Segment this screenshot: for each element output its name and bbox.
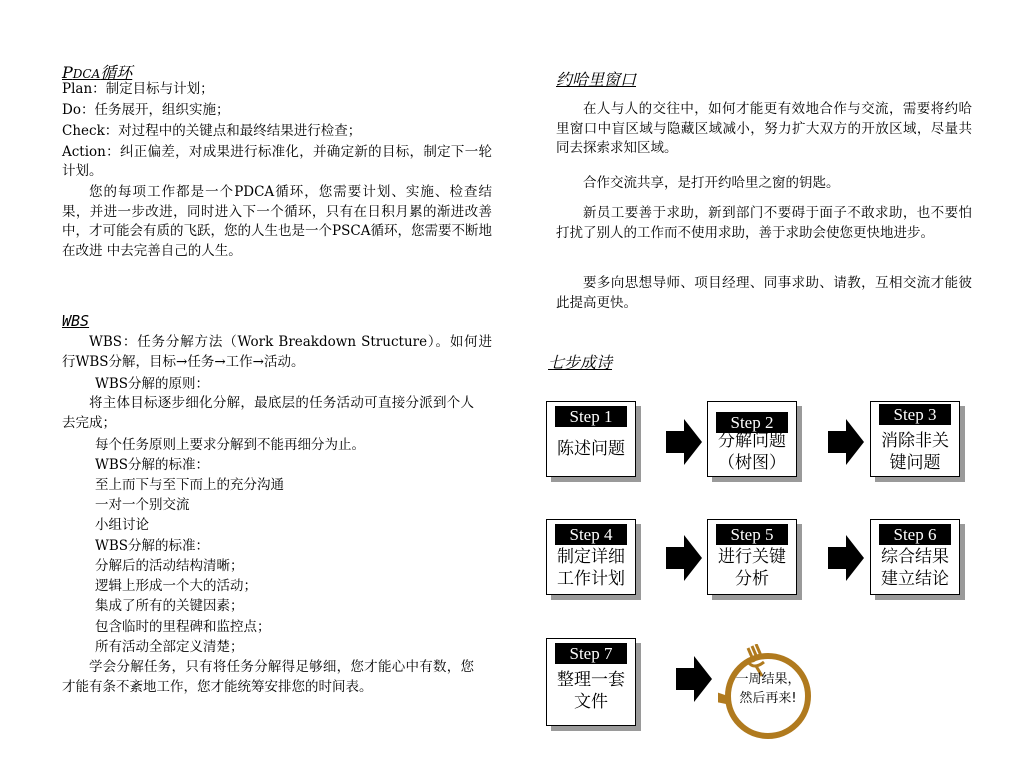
wbs-principle-1: 将主体目标逐步细化分解，最底层的任务活动可直接分派到个人去完成； (62, 395, 474, 431)
step-text: 陈述问题 (557, 439, 625, 459)
step-5-box (707, 519, 797, 595)
wbs-standard-title-2: WBS分解的标准： (95, 538, 210, 554)
wbs-standard-item: 一对一个别交流 (95, 497, 190, 513)
wbs-standard-item: 至上而下与至下而上的充分沟通 (95, 477, 284, 493)
johari-paragraph: 在人与人的交往中，如何才能更有效地合作与交流，需要将约哈里窗口中盲区域与隐藏区域减小，努力扩大双方的开放区域，尽量共同去探索求知区域。 (556, 101, 972, 156)
step-label: Step 7 (555, 643, 627, 664)
wbs-principle-2: 每个任务原则上要求分解到不能再细分为止。 (95, 437, 365, 453)
pdca-title-suffix: 循环 (100, 63, 133, 82)
step-2-box (707, 401, 797, 477)
goal-text: 一周结果，然后再来! (735, 672, 801, 706)
pdca-action: Action：纠正偏差，对成果进行标准化，并确定新的目标，制定下一轮计划。 (62, 144, 492, 179)
pdca-check: Check：对过程中的关键点和最终结果进行检查； (62, 123, 362, 139)
arrow-right-icon (676, 656, 712, 702)
step-3-box (870, 401, 960, 477)
step-label: Step 4 (555, 524, 627, 545)
seven-steps-heading: 七步成诗 (548, 353, 613, 372)
step-label: Step 1 (555, 406, 627, 427)
wbs-standard-item: 逻辑上形成一个大的活动； (95, 578, 257, 594)
pdca-title-sc: DCA (72, 67, 101, 81)
wbs-standard-item: 所有活动全部定义清楚； (95, 639, 244, 655)
step-text: 分解问题（树图） (718, 431, 786, 473)
wbs-standard-item: 小组讨论 (95, 517, 149, 533)
step-label: Step 5 (716, 524, 788, 545)
wbs-closing: 学会分解任务，只有将任务分解得足够细，您才能心中有数，您才能有条不紊地工作，您才能统筹安排您的时间表。 (62, 659, 474, 695)
step-4-box (546, 519, 636, 595)
step-text: 进行关键分析 (718, 547, 786, 589)
johari-paragraph: 要多向思想导师、项目经理、同事求助、请教，互相交流才能彼此提高更快。 (556, 275, 972, 311)
johari-heading: 约哈里窗口 (556, 70, 637, 89)
johari-paragraph: 合作交流共享，是打开约哈里之窗的钥匙。 (583, 175, 840, 191)
arrow-right-icon (666, 535, 702, 581)
wbs-standard-item: 集成了所有的关键因素； (95, 598, 244, 614)
arrow-right-icon (828, 419, 864, 465)
step-text: 综合结果建立结论 (881, 547, 949, 589)
pdca-do: Do：任务展开，组织实施； (62, 102, 230, 118)
wbs-heading: WBS (62, 312, 90, 330)
step-label: Step 3 (879, 404, 951, 425)
arrow-right-icon (828, 535, 864, 581)
wbs-standard-item: 包含临时的里程碑和监控点； (95, 619, 271, 635)
pdca-paragraph: 您的每项工作都是一个PDCA循环，您需要计划、实施、检查结果，并进一步改进，同时进入下一个循环，只有在日积月累的渐进改善中，才可能会有质的飞跃，您的人生也是一个PSCA循环，您需要不断地在改进 中去完善自己的人生。 (62, 184, 492, 259)
wbs-intro: WBS：任务分解方法（Work Breakdown Structure）。如何进行WBS分解，目标→任务→工作→活动。 (62, 334, 492, 370)
pdca-title-prefix: P (62, 63, 73, 82)
step-7-box (546, 638, 636, 726)
step-text: 整理一套文件 (557, 670, 625, 712)
johari-paragraph: 新员工要善于求助，新到部门不要碍于面子不敢求助，也不要怕打扰了别人的工作而不使用求助，善于求助会使您更快地进步。 (556, 205, 972, 241)
step-text: 制定详细工作计划 (557, 547, 625, 589)
wbs-standard-item: 分解后的活动结构清晰； (95, 558, 244, 574)
step-label: Step 6 (879, 524, 951, 545)
wbs-principle-title: WBS分解的原则： (95, 376, 210, 392)
step-label: Step 2 (716, 412, 788, 433)
wbs-standard-title: WBS分解的标准： (95, 457, 210, 473)
pdca-plan: Plan：制定目标与计划； (62, 81, 214, 97)
arrow-right-icon (666, 419, 702, 465)
step-1-box (546, 401, 636, 477)
step-6-box (870, 519, 960, 595)
step-text: 消除非关键问题 (881, 431, 949, 473)
